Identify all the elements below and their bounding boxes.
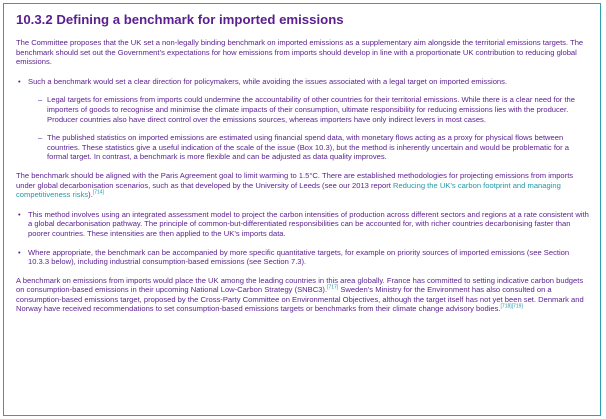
reference-714[interactable]: [714] [92,189,104,196]
document-body [16,12,592,324]
international-text-2: Sweden’s Ministry for the Environment has also consulted on a consumption-based emissions target, proposed by the Cross-Party Committee on Environmental Objectives, although the target itself has not yet been set. Denmark and Norway have received recommendations to set consumption-based emissions targets or benchmarks from their climate change advisory bodies. [16,285,584,314]
international-text-1: A benchmark on emissions from imports would place the UK among the leading countries in this area globally. France has committed to setting indicative carbon budgets on consumption-based emissions in their upcoming National Low-Carbon Strategy (SNBC3). [16,275,584,295]
bullet-assessment-model: • This method involves using an integrated assessment model to project the carbon intensities of production across different sectors and regions at a rate consistent with a global decarbonisation pathway. The principle of common-but-differentiated responsibilities can be accounted for, with richer countries decarbonising faster than poorer countries. These intensities are then applied to the UK’s imports data. [16,210,592,239]
reference-718-719[interactable]: [718][719] [500,303,523,310]
bullet-benchmark-direction: • Such a benchmark would set a clear direction for policymakers, while avoiding the issues associated with a legal target on imported emissions. [16,77,592,87]
dash-published-statistics: – The published statistics on imported emissions are estimated using financial spend data, with monetary flows acting as a proxy for physical flows between countries. These statistics give a useful indication of the scale of the issue (Box 10.3), but the method is inherently uncertain and would be problematic for a formal target. In contrast, a benchmark is more flexible and can be adjusted as data quality improves. [16,133,592,162]
report-link[interactable]: Reducing the UK’s carbon footprint and managing competitiveness risks [16,180,561,200]
document-frame [3,3,601,416]
international-paragraph [16,276,592,314]
paris-text: The benchmark should be aligned with the Paris Agreement goal to limit warming to 1.5°C. There are established methodologies for projecting emissions from imports under global decarbonisation scenarios, such as that developed by the University of Leeds (see our 2013 report [16,170,574,190]
dash-legal-targets: – Legal targets for emissions from imports could undermine the accountability of other countries for their territorial emissions. While there is a clear need for the importers of goods to recognise and minimise the climate impacts of their consumption, ultimate responsibility for reducing emissions lies with the producer. Producer countries also have direct control over the emissions sources, whereas importers have only indirect levers in most cases. [16,95,592,124]
paris-text-end: ). [88,190,93,200]
reference-717[interactable]: [717] [327,284,339,291]
bullet-quantitative-targets: • Where appropriate, the benchmark can be accompanied by more specific quantitative targets, for example on priority sources of imported emissions (see Section 10.3.3 below), including industrial consumption-based emissions (see Section 7.3). [16,248,592,267]
section-heading: 10.3.2 Defining a benchmark for imported emissions [16,12,344,27]
intro-paragraph: The Committee proposes that the UK set a non-legally binding benchmark on imported emissions as a supplementary aim alongside the territorial emissions targets. The benchmark should set out the Government’s expectations for how emissions from imports should develop in line with a proportionate UK contribution to reducing global emissions. [16,38,584,67]
paris-alignment-paragraph [16,171,592,200]
